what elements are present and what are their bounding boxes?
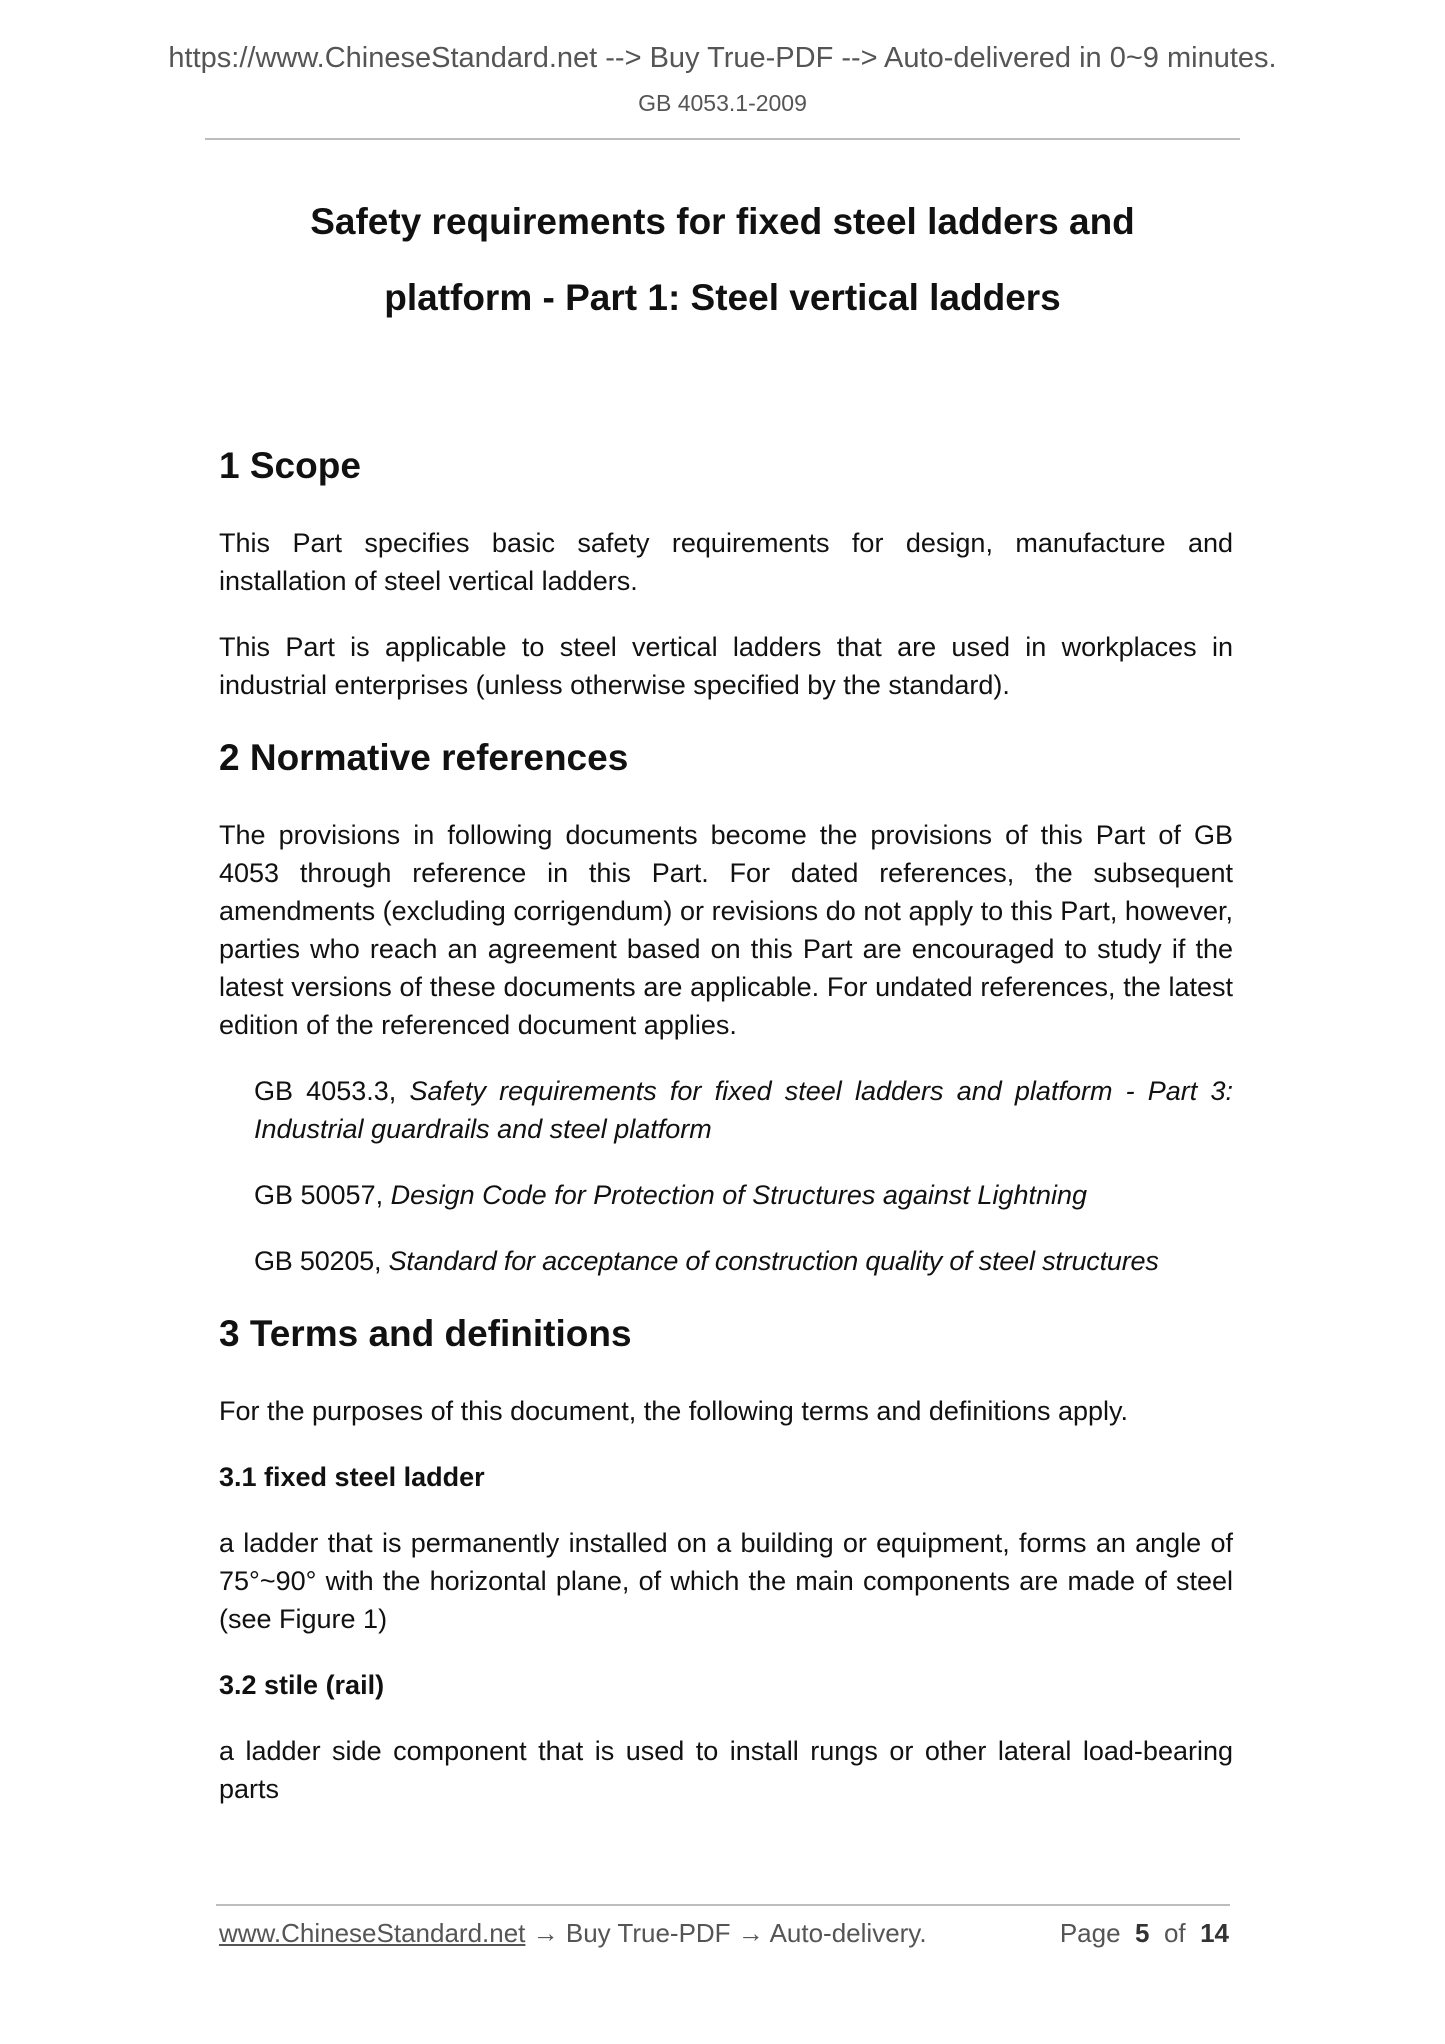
reference-title: Standard for acceptance of construction quality of steel structures bbox=[388, 1246, 1159, 1276]
normative-reference-item bbox=[254, 1176, 1233, 1214]
of-label: of bbox=[1163, 1918, 1186, 1948]
term-3-1-title: 3.1 fixed steel ladder bbox=[219, 1462, 485, 1492]
term-3-1-definition: a ladder that is permanently installed on a building or equipment, forms an angle of 75°~90° with the horizontal plane, of which the main components are made of steel (see Figure 1) bbox=[219, 1528, 1233, 1634]
current-page: 5 bbox=[1135, 1918, 1150, 1948]
title-line-2: platform - Part 1: Steel vertical ladders bbox=[384, 277, 1061, 318]
footer-divider bbox=[216, 1904, 1230, 1906]
total-pages: 14 bbox=[1200, 1918, 1229, 1948]
document-body bbox=[219, 444, 1233, 1836]
header-standard-code: GB 4053.1-2009 bbox=[638, 90, 807, 116]
section-3-intro: For the purposes of this document, the following terms and definitions apply. bbox=[219, 1396, 1128, 1426]
footer-left bbox=[219, 1918, 927, 1949]
normative-reference-item bbox=[254, 1072, 1233, 1148]
term-3-2-title: 3.2 stile (rail) bbox=[219, 1670, 385, 1700]
section-2-paragraph: The provisions in following documents become the provisions of this Part of GB 4053 through reference in this Part. For dated references, the subsequent amendments (excluding corrigendum) or revisions do not apply to this Part, however, parties who reach an agreement based on this Part are encouraged to study if the latest versions of these documents are applicable. For undated references, the latest edition of the referenced document applies. bbox=[219, 820, 1233, 1040]
section-1-heading: 1 Scope bbox=[219, 445, 361, 486]
header-link-text[interactable]: https://www.ChineseStandard.net --> Buy True-PDF --> Auto-delivered in 0~9 minutes. bbox=[168, 42, 1277, 74]
reference-title: Safety requirements for fixed steel ladders and platform - Part 3: Industrial guardrails and steel platform bbox=[254, 1076, 1233, 1144]
header-divider bbox=[205, 138, 1240, 140]
footer-page-number bbox=[1060, 1918, 1229, 1949]
normative-reference-item bbox=[254, 1242, 1233, 1280]
reference-code: GB 50057, bbox=[254, 1180, 391, 1210]
footer-site-link[interactable]: www.ChineseStandard.net bbox=[219, 1918, 526, 1948]
reference-code: GB 50205, bbox=[254, 1246, 389, 1276]
section-2-heading: 2 Normative references bbox=[219, 737, 629, 778]
term-3-2-definition: a ladder side component that is used to install rungs or other lateral load-bearing parts bbox=[219, 1736, 1233, 1804]
page-footer bbox=[219, 1918, 1229, 1958]
document-title bbox=[0, 184, 1445, 336]
reference-code: GB 4053.3, bbox=[254, 1076, 410, 1106]
footer-tagline: → Buy True-PDF → Auto-delivery. bbox=[525, 1918, 927, 1948]
page-label: Page bbox=[1059, 1918, 1121, 1948]
section-3-heading: 3 Terms and definitions bbox=[219, 1313, 632, 1354]
section-1-paragraph-1: This Part specifies basic safety requirements for design, manufacture and installation of steel vertical ladders. bbox=[219, 528, 1233, 596]
reference-title: Design Code for Protection of Structures against Lightning bbox=[390, 1180, 1088, 1210]
section-1-paragraph-2: This Part is applicable to steel vertical ladders that are used in workplaces in industrial enterprises (unless otherwise specified by the standard). bbox=[219, 632, 1233, 700]
title-line-1: Safety requirements for fixed steel ladders and bbox=[310, 201, 1135, 242]
